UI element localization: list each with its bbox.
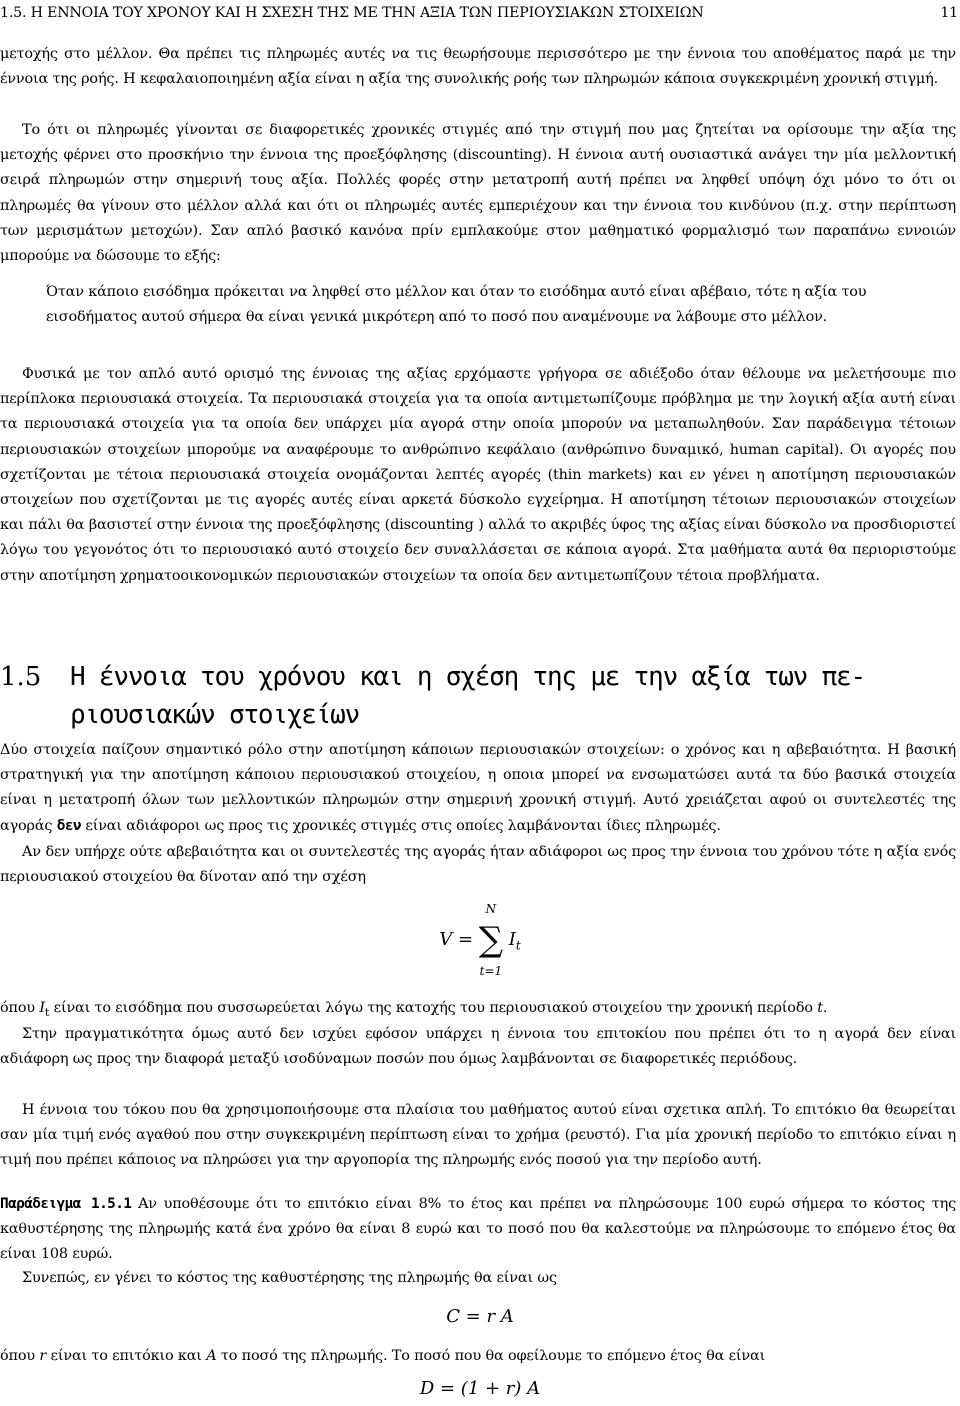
emphasis-den: δεν [56, 817, 81, 834]
example-label: Παράδειγμα 1.5.1 [0, 1196, 132, 1212]
paragraph-10-text-b: είναι το επιτόκιο και [50, 1348, 202, 1364]
running-head: 1.5. Η ΕΝΝΟΙΑ ΤΟΥ ΧΡΟΝΟΥ ΚΑΙ Η ΣΧΕΣΗ ΤΗΣ ΜΕ ΤΗΝ ΑΞΙΑ ΤΩΝ ΠΕΡΙΟΥΣΙΑΚΩΝ ΣΤΟΙΧΕΙΩΝ [0, 5, 704, 21]
paragraph-4-text-b: είναι αδιάφοροι ως προς τις χρονικές στιγμές στις οποίες λαμβάνονται ίδιες πληρωμές. [85, 817, 721, 834]
equation-debt: D = (1 + r) A [419, 1378, 541, 1399]
eq1-term: I [508, 929, 516, 950]
paragraph-10-text-c: το ποσό της πληρωμής. Το ποσό που θα οφείλουμε το επόμενο έτος θα είναι [220, 1348, 766, 1364]
example-text: Αν υποθέσουμε ότι το επιτόκιο είναι 8% το έτος και πρέπει να πληρώσουμε 100 ευρώ σήμερα το κόστος της καθυστέρησης της πληρωμής κατά ένα χρόνο θα είναι 8 ευρώ και το ποσό που θα καλεστούμε να πληρώσουμε το επόμενο έτος θα είναι 108 ευρώ. [0, 1196, 956, 1263]
paragraph-10-text-a: όπου [0, 1348, 35, 1364]
paragraph-5: Αν δεν υπήρχε ούτε αβεβαιότητα και οι συντελεστές της αγοράς ήταν αδιάφοροι ως προς την έννοια του χρόνου τότε η αξία ενός περιουσιακού στοιχείου θα δίνοταν από την σχέση [0, 844, 956, 886]
paragraph-6 [0, 996, 956, 1025]
example-1-5-1 [0, 1192, 956, 1268]
paragraph-1: μετοχής στο μέλλον. Θα πρέπει τις πληρωμές αυτές να τις θεωρήσουμε περισσότερο με την έννοια του αποθέματος παρά με την έννοια της ροής. Η κεφαλαιοποιημένη αξία είναι η αξία της συνολικής ροής των πληρωμών κάποια συγκεκριμένη χρονική στιγμή. [0, 46, 956, 88]
symbol-t: t. [817, 1000, 828, 1016]
equation-cost: C = r A [446, 1306, 514, 1327]
paragraph-4 [0, 738, 956, 839]
eq1-subscript: t [515, 938, 521, 953]
page-header [0, 0, 960, 26]
equation-value-sum [0, 902, 960, 990]
page-number: 11 [940, 5, 958, 21]
paragraph-6-text-b: είναι το εισόδημα που συσσωρεύεται λόγω της κατοχής του περιουσιακού στοιχείου την χρονική περίοδο [53, 1000, 813, 1016]
symbol-I: I [39, 1000, 45, 1016]
paragraph-9: Συνεπώς, εν γένει το κόστος της καθυστέρησης της πληρωμής θα είναι ως [22, 1270, 557, 1286]
symbol-A: A [206, 1348, 217, 1364]
paragraph-8: Η έννοια του τόκου που θα χρησιμοποιήσουμε στα πλαίσια του μαθήματος αυτού είναι σχετικα απλή. Το επιτόκιο θα θεωρείται σαν μία τιμή ενός αγαθού που στην συγκεκριμένη περίπτωση είναι το χρήμα (ρευστό). Για μία χρονική περίοδο το επιτόκιο είναι η τιμή που πρέπει κάποιος να πληρώσει για την αργοπορία της πληρωμής ενός ποσού για την περίοδο αυτή. [0, 1102, 956, 1169]
paragraph-2: Το ότι οι πληρωμές γίνονται σε διαφορετικές χρονικές στιγμές από την στιγμή που μας ζητείται να ορίσουμε την αξία της μετοχής φέρνει στο προσκήνιο την έννοια της προεξόφλησης (discounting). Η έννοια αυτή ουσιαστικά ανάγει την μία μελλοντική σειρά πληρωμών στην σημερινή τους αξία. Πολλές φορές στην μετατροπή αυτή πρέπει να ληφθεί υπόψη όχι μόνο το ότι οι πληρωμές θα γίνουν στο μέλλον αλλά και ότι οι πληρωμές αυτές εμπεριέχουν και την έννοια του κινδύνου (π.χ. στην περίπτωση των μερισμάτων μετοχών). Σαν απλό βασικό κανόνα πρίν εμπλακούμε στον μαθηματικό φορμαλισμό των παραπάνω εννοιών μπορούμε να δώσουμε το εξής: [0, 122, 956, 265]
symbol-I-sub: t [44, 1005, 50, 1019]
sum-upper-limit: N [485, 902, 497, 916]
rule-quote: Όταν κάποιο εισόδημα πρόκειται να ληφθεί στο μέλλον και όταν το εισόδημα αυτό είναι αβέβαιο, τότε η αξία του εισοδήματος αυτού σήμερα θα είναι γενικά μικρότερη από το ποσό που αναμένουμε να λάβουμε στο μέλλον. [46, 284, 867, 326]
paragraph-10 [0, 1344, 956, 1369]
paragraph-6-text-a: όπου [0, 1000, 35, 1016]
paragraph-4-text-a: Δύο στοιχεία παίζουν σημαντικό ρόλο στην αποτίμηση κάποιων περιουσιακών στοιχείων: ο χρόνος και η αβεβαιότητα. Η βασική στρατηγική για την αποτίμηση κάποιου περιουσιακού στοιχείου, η οποια μπορεί να ενσωματώσει αυτά τα δύο βασικά στοιχεία είναι η μετατροπή όλων των μελλοντικών πληρωμών στην σημερινή χρονική στιγμή. Αυτό χρειάζεται αφού οι συντελεστές της αγοράς [0, 742, 956, 834]
paragraph-3: Φυσικά με τον απλό αυτό ορισμό της έννοιας της αξίας ερχόμαστε γρήγορα σε αδιέξοδο όταν θέλουμε να μελετήσουμε πιο περίπλοκα περιουσιακά στοιχεία. Τα περιουσιακά στοιχεία για τα οποία αντιμετωπίζουμε πρόβλημα με την λογική αξία αυτή είναι τα περιουσιακά στοιχεία για τα οποία δεν υπάρχει μία αγορά στην οποία μπορούν να μεταπωληθούν. Σαν παράδειγμα τέτοιων περιουσιακών στοιχείων μπορούμε να αναφέρουμε το ανθρώπινο κεφάλαιο (ανθρώπινο δυναμικό, human capital). Οι αγορές που σχετίζονται με τέτοια περιουσιακά στοιχεία ονομάζονται λεπτές αγορές (thin markets) και εν γένει η αποτίμηση περιουσιακών στοιχείων που σχετίζονται με τις αγορές αυτές είναι αρκετά δύσκολο εγχείρημα. Η αποτίμηση τέτοιων περιουσιακών στοιχείων και πάλι θα βασιστεί στην έννοια της προεξόφλησης (discounting ) αλλά το ακριβές ύφος της αξίας είναι δύσκολο να προσδιοριστεί λόγω του γεγονότος ότι το περιουσιακό αυτό στοιχείο δεν συναλλάσεται σε κάποια αγορά. Στα μαθήματα αυτά θα περιοριστούμε στην αποτίμηση χρηματοοικονομικών περιουσιακών στοιχείων τα οποία δεν αντιμετωπίζουν τέτοια προβλήματα. [0, 366, 956, 584]
symbol-r: r [39, 1348, 47, 1364]
sigma-symbol: ∑ N t=1 [478, 902, 504, 978]
section-number: 1.5 [0, 662, 42, 692]
section-title-line-1: Η έννοια του χρόνου και η σχέση της με την αξία των πε- [70, 662, 865, 692]
section-title-line-2: ριουσιακών στοιχείων [70, 700, 360, 730]
section-heading [0, 658, 956, 734]
sum-lower-limit: t=1 [479, 964, 503, 978]
paragraph-7: Στην πραγματικότητα όμως αυτό δεν ισχύει εφόσον υπάρχει η έννοια του επιτοκίου που πρέπει ότι το η αγορά δεν είναι αδιάφορη ως προς την διαφορά μεταξύ ισοδύναμων ποσών που όμως λαμβάνονται σε διαφορετικές περιόδους. [0, 1026, 956, 1068]
eq1-lhs: V = [439, 929, 474, 950]
